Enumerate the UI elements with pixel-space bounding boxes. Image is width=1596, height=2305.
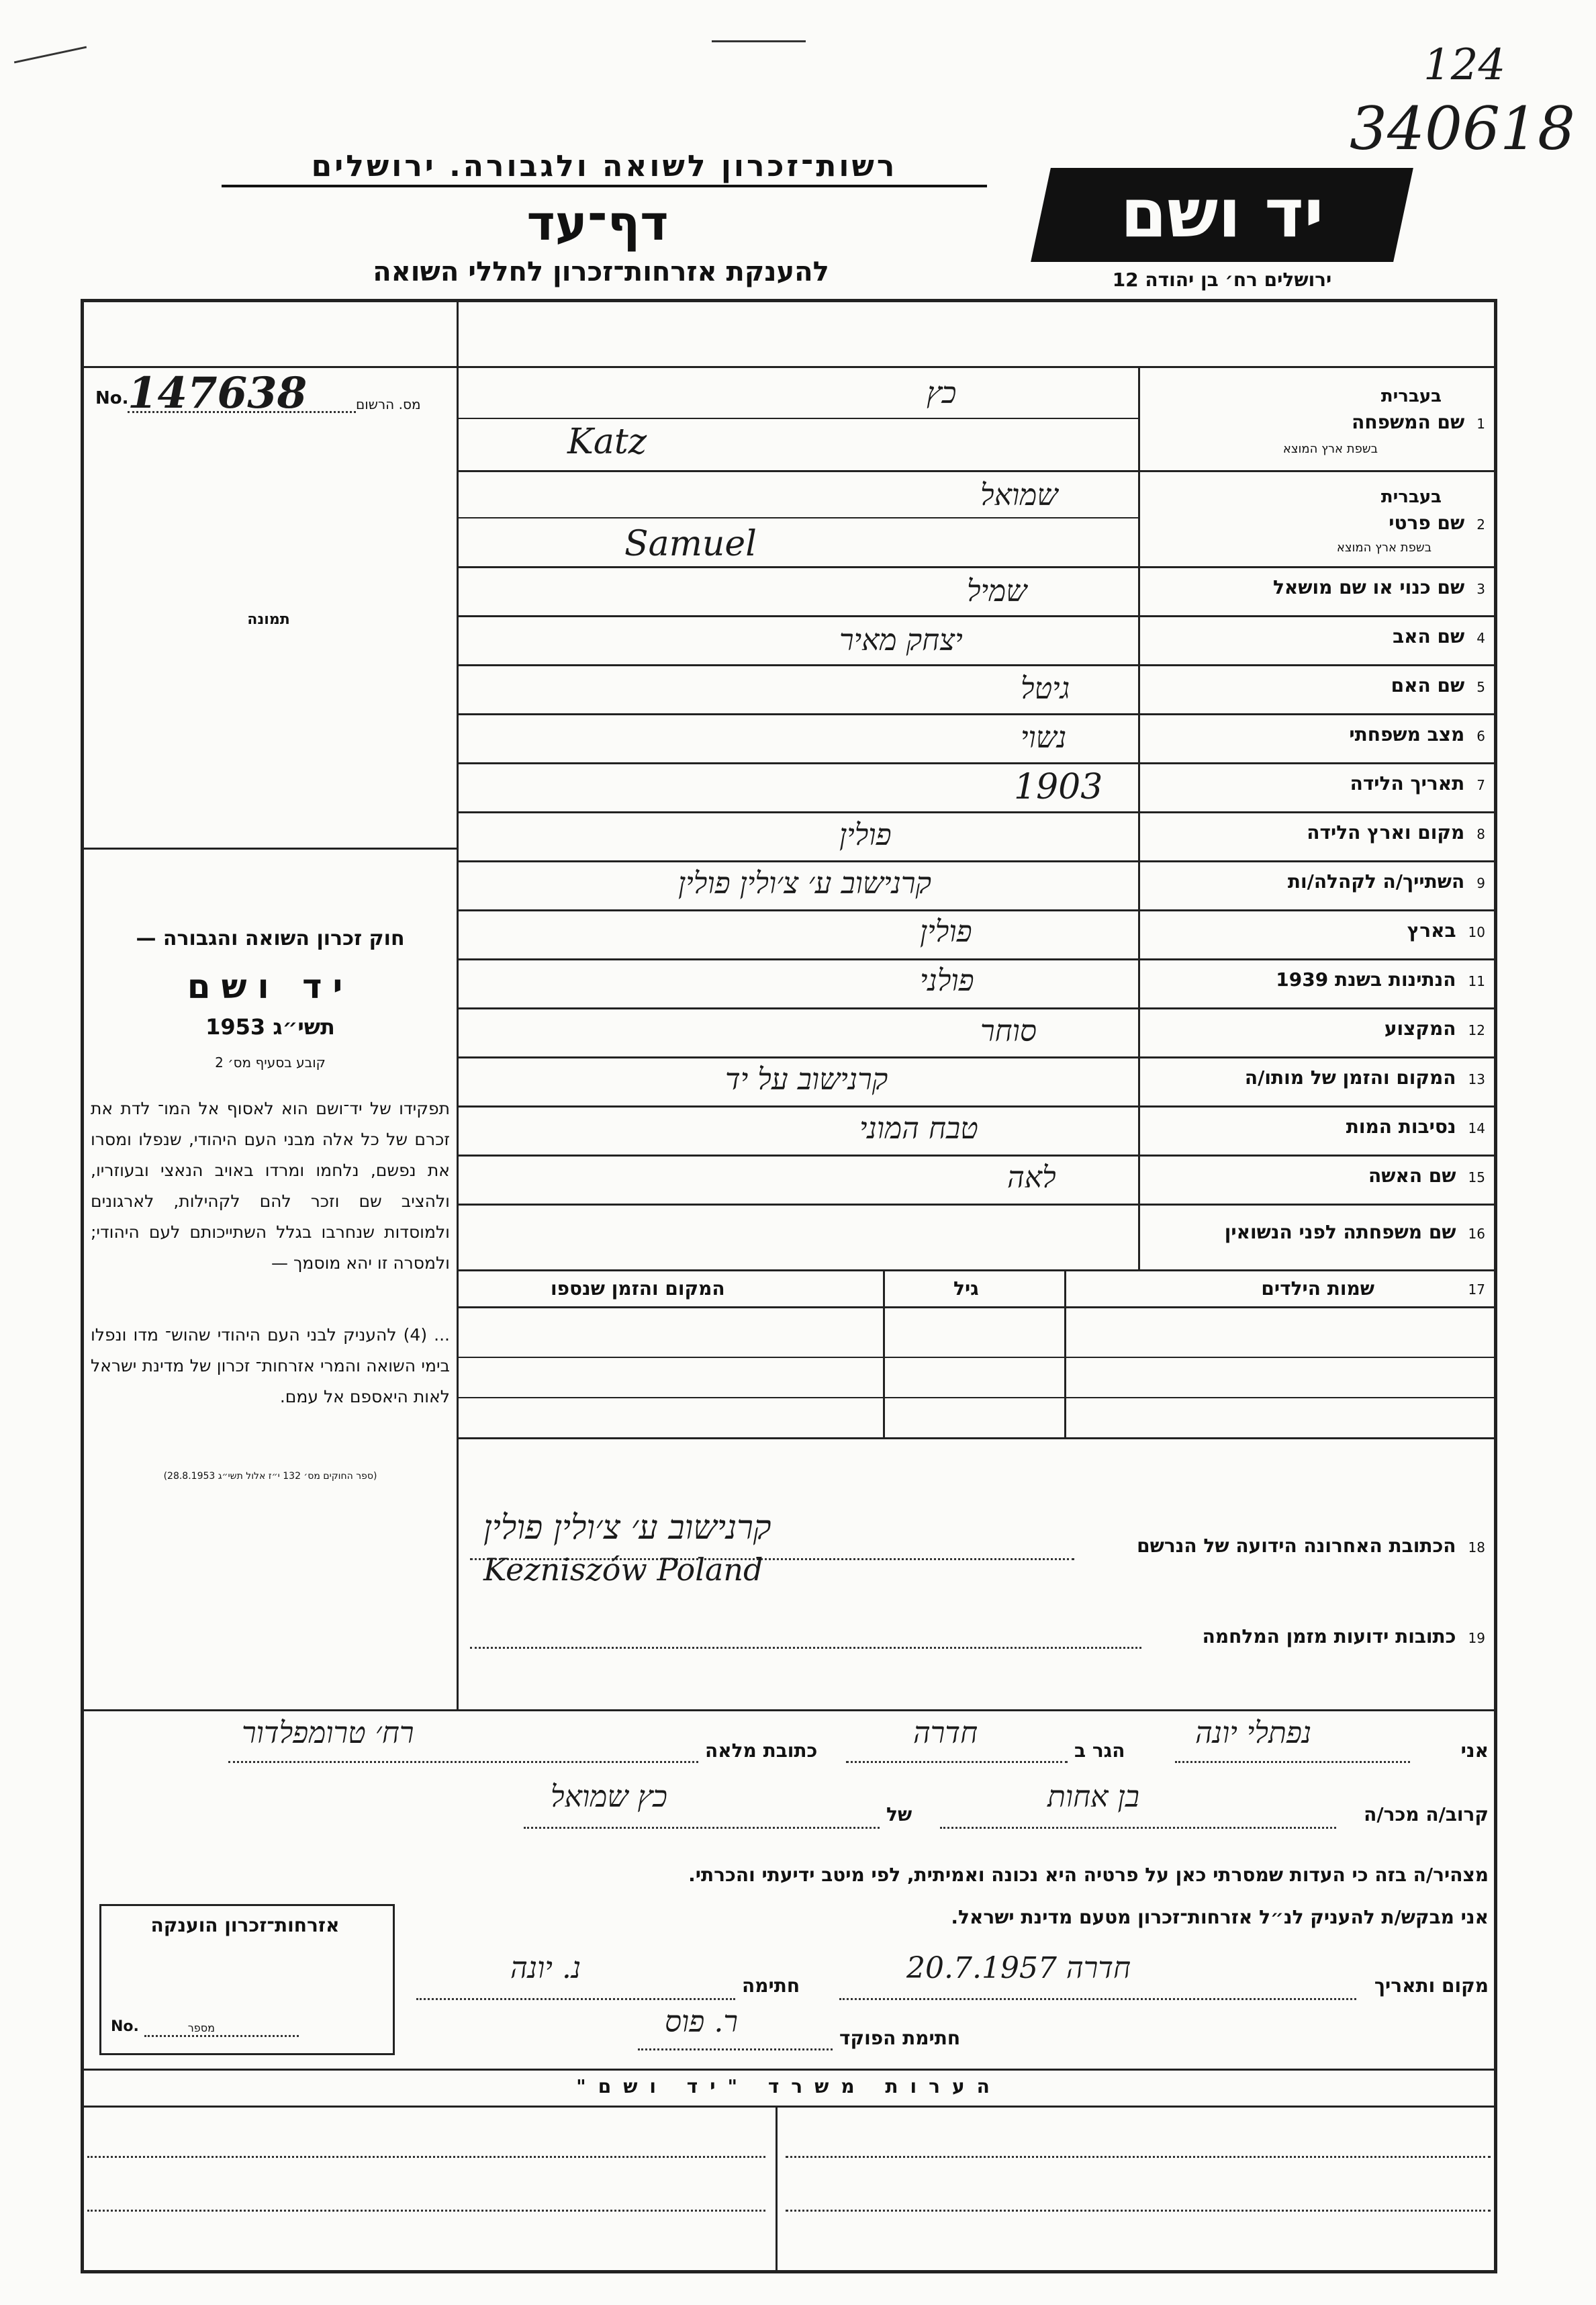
stray-mark bbox=[712, 40, 806, 42]
children-col-age: גיל bbox=[953, 1277, 979, 1300]
law-ref: (ספר החוקים מס׳ 132 י״ז אלול תשי״ג 28.8.1953) bbox=[163, 1471, 377, 1482]
reg-no-dots bbox=[128, 411, 356, 413]
stamp-box-no-caption: מספר bbox=[187, 2022, 215, 2034]
field-10-value: פולין bbox=[920, 915, 972, 949]
clerk-signature-label: חתימת הפוקד bbox=[839, 2027, 961, 2049]
left-panel-divider bbox=[457, 299, 459, 1709]
declarant-name: נפתלי יונה bbox=[1195, 1716, 1312, 1750]
law-year: תשי״ג 1953 bbox=[205, 1014, 335, 1040]
office-notes-dots bbox=[87, 2156, 765, 2158]
field-2-top-label: בעברית bbox=[1380, 487, 1442, 507]
field-11-label: 11הנתינות בשנת 1939 bbox=[1276, 968, 1485, 991]
stamp-box-no-dots bbox=[144, 2035, 299, 2037]
reg-no-caption: מס. הרשום bbox=[356, 396, 421, 412]
label-column-divider bbox=[1138, 366, 1140, 1271]
field-5-value: גיטל bbox=[1021, 672, 1070, 706]
office-notes-top-line bbox=[81, 2069, 1497, 2071]
last-address-label: 18הכתובת האחרונה הידועה של הנרשם bbox=[1137, 1535, 1485, 1557]
office-notes-divider bbox=[776, 2106, 778, 2273]
last-address-value-he: קרנישוב ע׳ צ׳ולין פולין bbox=[483, 1508, 771, 1547]
field-3-value: שמיל bbox=[967, 574, 1027, 608]
field-13-label: 13המקום והזמן של מותו/ה bbox=[1244, 1067, 1485, 1089]
row-line bbox=[457, 811, 1497, 813]
field-2-value-he: שמואל bbox=[980, 478, 1058, 512]
declarant-of-value: כץ שמואל bbox=[551, 1780, 667, 1814]
header-title: דף־עד bbox=[526, 195, 669, 251]
office-notes-dots bbox=[87, 2210, 765, 2212]
field-10-label: 10בארץ bbox=[1407, 919, 1485, 942]
field-6-label: 6מצב משפחתי bbox=[1349, 723, 1485, 745]
law-title: חוק זכרון השואה והגבורה — bbox=[136, 927, 405, 950]
stray-mark bbox=[14, 46, 87, 64]
row-line bbox=[457, 566, 1497, 568]
field-3-label: 3שם כנוי או שם מושאל bbox=[1272, 576, 1485, 598]
field-7-value: 1903 bbox=[1014, 767, 1103, 807]
declarant-of-dots bbox=[524, 1827, 880, 1829]
field-7-label: 7תאריך הלידה bbox=[1350, 772, 1485, 795]
declarant-relation-value: בן אחות bbox=[1047, 1780, 1139, 1814]
row-line bbox=[457, 909, 1497, 911]
field-15-label: 15שם האשה bbox=[1368, 1165, 1485, 1187]
row-line bbox=[457, 1007, 1497, 1009]
corner-number-main: 340618 bbox=[1350, 94, 1575, 163]
field-9-value: קרנישוב ע׳ צ׳ולין פולין bbox=[678, 866, 932, 901]
declarant-lives-dots bbox=[846, 1761, 1068, 1763]
declarant-relative-label: קרוב/ה מכר/ה bbox=[1364, 1803, 1489, 1825]
wartime-address-label: 19כתובות ידועות מזמן המלחמה bbox=[1202, 1625, 1485, 1647]
row-line bbox=[457, 1056, 1497, 1058]
field-13-value: קרנישוב על יד bbox=[725, 1063, 888, 1097]
field-1-label: 1שם המשפחה bbox=[1352, 411, 1485, 433]
field-4-label: 4שם האב bbox=[1393, 625, 1485, 647]
field-2-sub-label: בשפת ארץ המוצא bbox=[1336, 541, 1431, 555]
declarant-relation-dots bbox=[940, 1827, 1336, 1829]
row-line bbox=[457, 958, 1497, 960]
field-14-label: 14נסיבות המות bbox=[1346, 1116, 1485, 1138]
reg-no-value: 147638 bbox=[128, 368, 308, 418]
row-line bbox=[457, 1105, 1497, 1108]
field-4-value: יצחק מאיר bbox=[839, 623, 963, 658]
corner-number-top: 124 bbox=[1423, 40, 1506, 90]
office-notes-header-line bbox=[81, 2106, 1497, 2108]
wartime-address-dots bbox=[470, 1647, 1141, 1649]
declarant-lives-value: חדרה bbox=[913, 1716, 978, 1750]
clerk-signature-value: ר. פוס bbox=[665, 2005, 738, 2039]
stamp-box-no-label: No. bbox=[111, 2018, 139, 2035]
children-row-line bbox=[457, 1357, 1497, 1358]
field-11-value: פולני bbox=[920, 964, 974, 998]
field-2-label: 2שם פרטי bbox=[1389, 512, 1485, 534]
field-12-value: סוחר bbox=[980, 1014, 1037, 1048]
logo-text: יד ושם bbox=[1120, 174, 1324, 253]
children-header-line bbox=[457, 1306, 1497, 1308]
declarant-statement-2: אני מבקש/ת להעניק לנ״ל אזרחות־זכרון מטעם מדינת ישראל. bbox=[951, 1906, 1489, 1928]
last-address-value-en: Kezniszów Poland bbox=[483, 1551, 763, 1588]
children-col-names: שמות הילדים bbox=[1261, 1277, 1374, 1300]
row-line bbox=[457, 1155, 1497, 1157]
law-text-2: ... (4) להעניק לבני העם היהודי שהוש־ מדו ונפלו בימי השואה והמרי אזרחות־ זכרון של מדינת ישראל לאות היאספם אל עמם. bbox=[91, 1325, 450, 1406]
row-line bbox=[457, 664, 1497, 666]
law-name: יד ושם bbox=[187, 967, 354, 1006]
children-col-place: המקום והזמן שנספו bbox=[551, 1277, 725, 1300]
declarant-full-address-dots bbox=[228, 1761, 698, 1763]
signature-label: חתימה bbox=[742, 1975, 800, 1997]
row-line bbox=[457, 470, 1497, 472]
row-line bbox=[457, 517, 1138, 518]
children-col-divider-1 bbox=[883, 1269, 885, 1437]
declarant-full-address-label: כתובת מלאה bbox=[705, 1739, 818, 1762]
photo-label: תמונה bbox=[247, 611, 290, 628]
place-date-value: חדרה 20.7.1957 bbox=[906, 1951, 1131, 1985]
office-notes-title: הערות משרד "יד ושם" bbox=[576, 2075, 1002, 2097]
field-1-top-label: בעברית bbox=[1380, 386, 1442, 406]
field-1-sub-label: בשפת ארץ המוצא bbox=[1282, 442, 1378, 456]
declarant-name-dots bbox=[1175, 1761, 1410, 1763]
office-notes-dots bbox=[786, 2210, 1491, 2212]
stamp-box-title: אזרחות־זכרון הוענקה bbox=[150, 1914, 340, 1936]
reg-no-label: No. bbox=[95, 388, 129, 408]
field-6-value: נשוי bbox=[1021, 721, 1067, 755]
children-num: 17 bbox=[1468, 1281, 1485, 1298]
row-line bbox=[457, 418, 1138, 419]
field-1-value-en: Katz bbox=[567, 422, 647, 462]
row-line bbox=[457, 860, 1497, 862]
row-line bbox=[457, 1204, 1497, 1206]
header-address: ירושלים רח׳ בן יהודה 12 bbox=[1112, 269, 1332, 291]
children-col-divider-2 bbox=[1064, 1269, 1066, 1437]
field-8-label: 8מקום וארץ הלידה bbox=[1307, 821, 1485, 844]
field-2-value-en: Samuel bbox=[624, 524, 757, 564]
header-authority: רשות־זכרון לשואה ולגבורה. ירושלים bbox=[222, 149, 987, 187]
row-line bbox=[457, 1269, 1497, 1271]
header-subtitle: להענקת אזרחות־זכרון לחללי השואה bbox=[373, 257, 829, 287]
declarant-lives-label: הגר ב bbox=[1074, 1739, 1125, 1762]
law-divider bbox=[81, 848, 458, 850]
field-9-label: 9השתייך/ה לקהלה/ות bbox=[1287, 870, 1485, 893]
place-date-dots bbox=[839, 1998, 1356, 2000]
declaration-divider bbox=[81, 1709, 1497, 1711]
place-date-label: מקום ותאריך bbox=[1374, 1975, 1489, 1997]
children-bottom-line bbox=[457, 1437, 1497, 1439]
children-row-line bbox=[457, 1397, 1497, 1398]
declarant-full-address-value: רח׳ טרומפלדור bbox=[242, 1716, 414, 1750]
office-notes-dots bbox=[786, 2156, 1491, 2158]
law-clause: קובע בסעיף מס׳ 2 bbox=[215, 1054, 326, 1071]
law-text-1: תפקידו של יד־ושם הוא לאסוף אל המו־ לדת את זכרם של כל אלה מבני העם היהודי, שנפלו ומסרו את נפשם, נלחמו ומרדו באויב הנאצי ובעוזריו, ולהציב שם וזכר להם לקהילות, לארגונים ולמוסדות שנחרבו בגלל השתייכותם לעם היהודי; ולמסרה זו יהא מוסמך — bbox=[91, 1099, 450, 1273]
clerk-signature-dots bbox=[638, 2048, 833, 2050]
declarant-of-label: של bbox=[886, 1803, 912, 1825]
row-line bbox=[457, 713, 1497, 715]
field-8-value: פולין bbox=[839, 818, 892, 852]
field-5-label: 5שם האם bbox=[1391, 674, 1485, 696]
field-1-value-he: כץ bbox=[927, 376, 957, 410]
signature-dots bbox=[416, 1998, 735, 2000]
row-line bbox=[457, 762, 1497, 764]
declarant-ani-label: אני bbox=[1460, 1739, 1489, 1762]
declarant-statement-1: מצהיר/ה בזה כי העדות שמסרתי כאן על פרטיה היא נכונה ואמיתית, לפי מיטב ידיעתי והכרתי. bbox=[688, 1864, 1489, 1886]
row-line bbox=[457, 615, 1497, 617]
signature-value: נ. יונה bbox=[510, 1951, 581, 1985]
field-15-value: לאה bbox=[1007, 1161, 1056, 1195]
field-14-value: טבח המוני bbox=[859, 1112, 978, 1146]
field-12-label: 12המקצוע bbox=[1384, 1018, 1485, 1040]
field-16-label: 16שם משפחתה לפני הנשואין bbox=[1224, 1221, 1485, 1243]
